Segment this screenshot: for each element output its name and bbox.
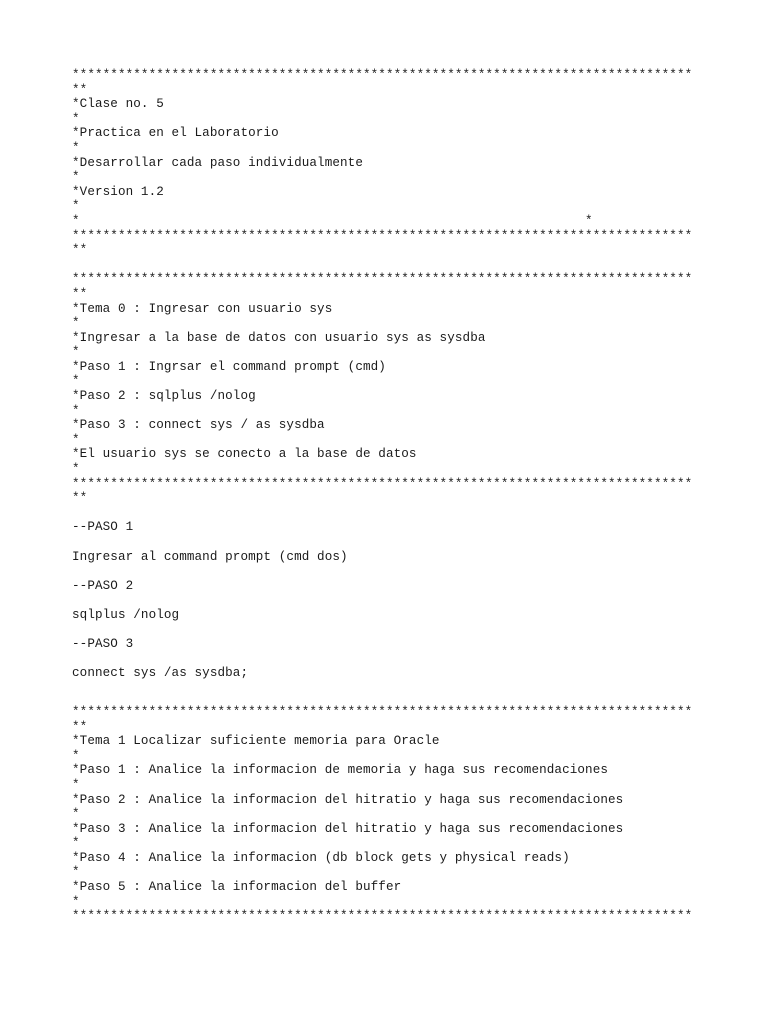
star-border-line: ********************************************************************************* xyxy=(72,68,693,82)
star-line: * xyxy=(72,777,80,792)
topic-1-step-2: *Paso 2 : Analice la informacion del hitratio y haga sus recomendaciones xyxy=(72,792,624,807)
topic-1-step-5: *Paso 5 : Analice la informacion del buffer xyxy=(72,880,402,895)
star-line: * xyxy=(72,836,80,851)
step-3-comment: --PASO 3 xyxy=(72,637,134,652)
star-line: * xyxy=(72,170,80,185)
star-border-line: ********************************************************************************* xyxy=(72,476,693,491)
spacer xyxy=(72,258,752,273)
topic-1-block xyxy=(72,705,752,924)
topic-0-step-1: *Paso 1 : Ingrsar el command prompt (cmd) xyxy=(72,359,386,374)
topic-0-step-2: *Paso 2 : sqlplus /nolog xyxy=(72,389,256,404)
star-border-tail: ** xyxy=(72,491,88,506)
spacer xyxy=(72,652,752,667)
star-border-tail: ** xyxy=(72,82,88,97)
step-2-comment: --PASO 2 xyxy=(72,578,134,593)
instructions-line: *Desarrollar cada paso individualmente xyxy=(72,155,363,170)
star-border-line: ********************************************************************************* xyxy=(72,228,693,243)
star-border-tail: ** xyxy=(72,243,88,258)
star-border-line: ********************************************************************************* xyxy=(72,909,693,924)
star-line: * xyxy=(72,432,80,447)
star-line: * xyxy=(72,140,80,155)
star-line: * xyxy=(72,748,80,763)
step-1-comment: --PASO 1 xyxy=(72,520,134,535)
topic-0-description: *Ingresar a la base de datos con usuario sys as sysdba xyxy=(72,330,486,345)
star-border-line: ********************************************************************************* xyxy=(72,272,693,287)
star-border-tail: ** xyxy=(72,719,88,734)
version-line: *Version 1.2 xyxy=(72,184,164,199)
practice-line: *Practica en el Laboratorio xyxy=(72,126,279,141)
spacer xyxy=(72,564,752,579)
star-line: * xyxy=(72,345,80,360)
spacer xyxy=(72,681,752,705)
star-line: * xyxy=(72,865,80,880)
class-number-line: *Clase no. 5 xyxy=(72,97,164,112)
topic-1-step-4: *Paso 4 : Analice la informacion (db block gets y physical reads) xyxy=(72,850,570,865)
commands-block xyxy=(72,520,752,681)
header-block xyxy=(72,68,752,258)
star-line: * xyxy=(72,807,80,822)
star-border-line: ********************************************************************************* xyxy=(72,704,693,719)
spacer xyxy=(72,623,752,638)
spacer xyxy=(72,506,752,521)
star-line: * xyxy=(72,462,80,477)
spacer xyxy=(72,535,752,550)
step-3-text: connect sys /as sysdba; xyxy=(72,666,249,681)
star-pair-line: * * xyxy=(72,213,593,228)
star-line: * xyxy=(72,403,80,418)
topic-0-step-3: *Paso 3 : connect sys / as sysdba xyxy=(72,418,325,433)
star-line: * xyxy=(72,316,80,331)
document-body xyxy=(72,68,752,924)
spacer xyxy=(72,593,752,608)
topic-1-step-3: *Paso 3 : Analice la informacion del hitratio y haga sus recomendaciones xyxy=(72,821,624,836)
topic-0-title: *Tema 0 : Ingresar con usuario sys xyxy=(72,301,333,316)
topic-0-result: *El usuario sys se conecto a la base de datos xyxy=(72,447,417,462)
topic-1-title: *Tema 1 Localizar suficiente memoria para Oracle xyxy=(72,734,440,749)
star-line: * xyxy=(72,199,80,214)
topic-1-step-1: *Paso 1 : Analice la informacion de memoria y haga sus recomendaciones xyxy=(72,763,609,778)
step-1-text: Ingresar al command prompt (cmd dos) xyxy=(72,549,348,564)
star-line: * xyxy=(72,894,80,909)
star-line: * xyxy=(72,374,80,389)
step-2-text: sqlplus /nolog xyxy=(72,607,180,622)
topic-0-block xyxy=(72,272,752,506)
star-line: * xyxy=(72,111,80,126)
star-border-tail: ** xyxy=(72,286,88,301)
